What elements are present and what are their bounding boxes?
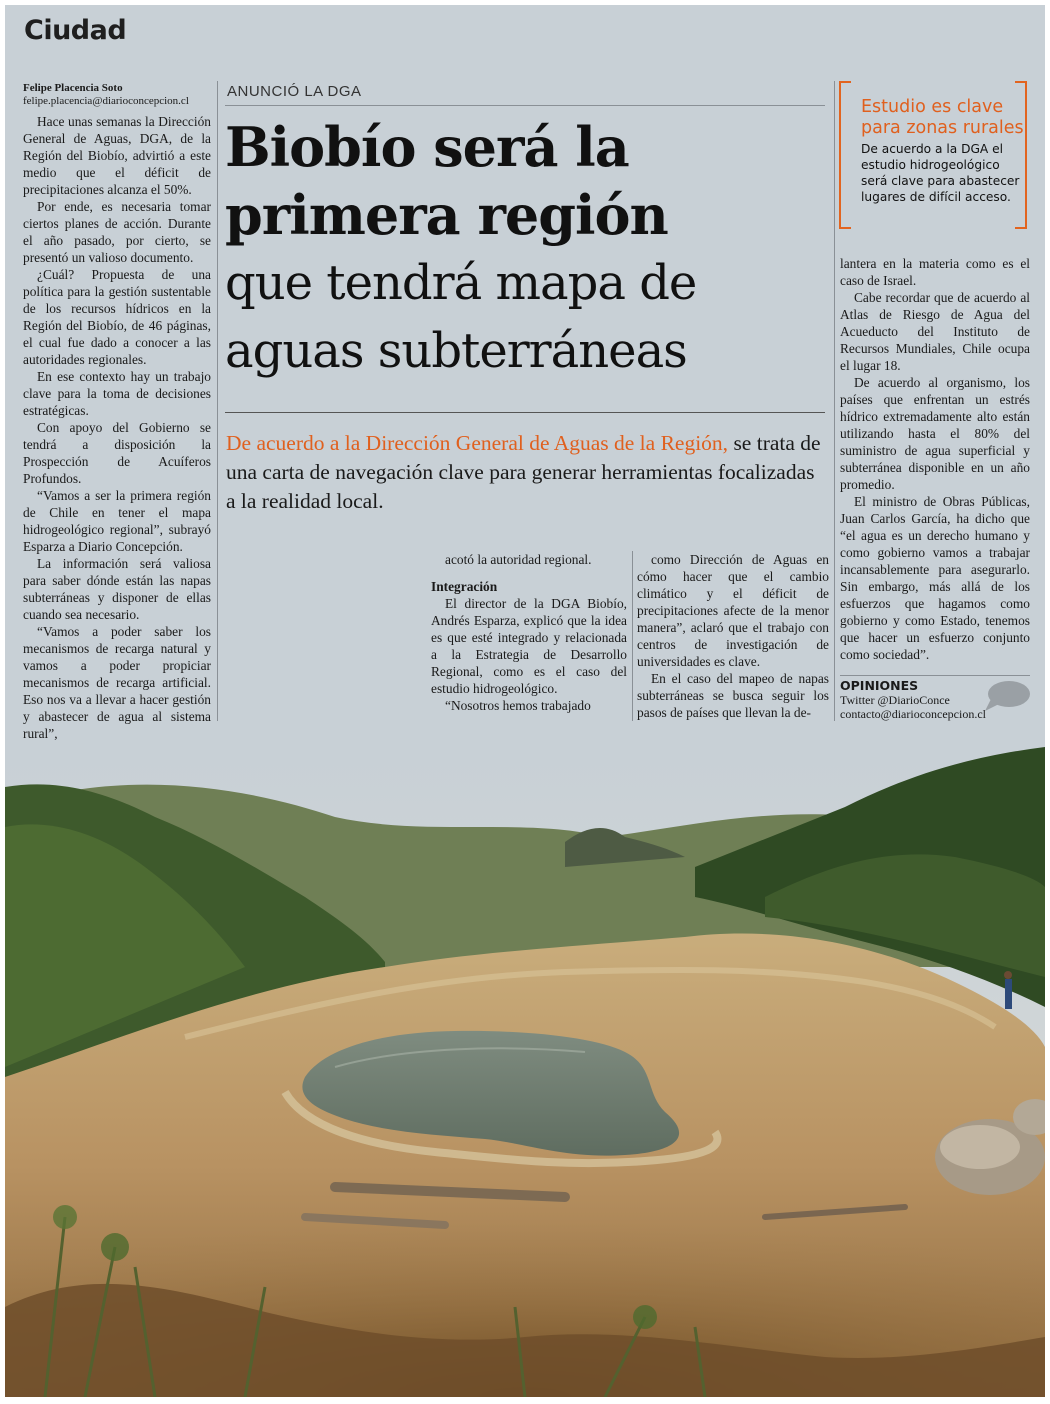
paragraph: La información será valiosa para saber dónde están las napas subterráneas y disponer de ellas cuando sea necesario. xyxy=(23,556,211,622)
opinions-label: OPINIONES xyxy=(840,678,919,693)
deck xyxy=(226,429,826,516)
headline-line-4: aguas subterráneas xyxy=(225,323,687,379)
opinions-email[interactable]: contacto@diarioconcepcion.cl xyxy=(840,707,986,721)
column-divider xyxy=(217,81,218,721)
paragraph: De acuerdo al organismo, los países que enfrentan un estrés hídrico extremadamente alto están utilizando hasta el 80% del suministro de agua superficial y subterránea disponible en un año promedio. xyxy=(840,375,1030,492)
deck-rule xyxy=(225,412,825,413)
author-email[interactable]: felipe.placencia@diarioconcepcion.cl xyxy=(23,95,189,107)
bracket-left xyxy=(839,81,851,229)
deck-accent: De acuerdo a la Dirección General de Aguas de la Región, xyxy=(226,431,729,455)
newspaper-page xyxy=(5,5,1045,1397)
paragraph: Cabe recordar que de acuerdo al Atlas de Riesgo de Agua del Acueducto del Instituto de Recursos Mundiales, Chile ocupa el lugar 18. xyxy=(840,290,1030,373)
speech-bubble-icon xyxy=(983,679,1031,713)
paragraph: En el caso del mapeo de napas subterráneas se busca seguir los pasos de países que llevan la de- xyxy=(637,671,829,720)
headline xyxy=(225,113,825,385)
headline-line-2: primera región xyxy=(225,183,668,247)
paragraph: como Dirección de Aguas en cómo hacer que el cambio climático y el déficit de precipitaciones afecte de la menor manera”, aclaró que el trabajo con centros de investigación de universidades es clave. xyxy=(637,552,829,669)
paragraph: ¿Cuál? Propuesta de una política para la gestión sustentable de los recursos hídricos en la Región del Biobío, de 46 páginas, el cual fue dado a conocer a las autoridades regionales. xyxy=(23,267,211,367)
sidebar-box xyxy=(839,81,1027,225)
deck-text: se trata de una carta de navegación clave para generar herramientas focalizadas a la realidad local. xyxy=(226,431,821,513)
paragraph: Hace unas semanas la Dirección General de Aguas, DGA, de la Región del Biobío, advirtió a este medio que el déficit de precipitaciones alcanza el 50%. xyxy=(23,114,211,197)
author-name: Felipe Placencia Soto xyxy=(23,82,123,94)
paragraph: lantera en la materia como es el caso de Israel. xyxy=(840,256,1030,288)
paragraph: Con apoyo del Gobierno se tendrá a disposición la Prospección de Acuíferos Profundos. xyxy=(23,420,211,486)
sidebar-title: Estudio es clave para zonas rurales xyxy=(861,97,1024,138)
subhead: Integración xyxy=(431,579,498,594)
paragraph: El director de la DGA Biobío, Andrés Esparza, explicó que la idea es que esté integrado y relacionada a la Estrategia de Desarrollo Regional, como es el caso del estudio hidrogeológico. xyxy=(431,596,627,696)
paragraph: “Vamos a poder saber los mecanismos de recarga natural y vamos a poder propiciar mecanismos de recarga artificial. Eso nos va a llevar a hacer gestión y abastecer de agua al sistema rural”, xyxy=(23,624,211,741)
sidebar-text: De acuerdo a la DGA el estudio hidrogeológico será clave para abastecer lugares de difícil acceso. xyxy=(861,142,1020,204)
headline-line-3: que tendrá mapa de xyxy=(225,255,697,311)
section-title: Ciudad xyxy=(24,15,127,46)
headline-line-1: Biobío será la xyxy=(225,115,629,179)
byline xyxy=(23,82,213,108)
kicker: ANUNCIÓ LA DGA xyxy=(227,83,362,100)
opinions-twitter[interactable]: Twitter @DiarioConce xyxy=(840,693,950,707)
column-divider xyxy=(834,81,835,721)
paragraph: “Vamos a ser la primera región de Chile en tener el mapa hidrogeológico regional”, subrayó Esparza a Diario Concepción. xyxy=(23,488,211,554)
paragraph: El ministro de Obras Públicas, Juan Carlos García, ha dicho que “el agua es un derecho humano y como gobierno vamos a trabajar incansablemente para asegurarlo. Sin embargo, más allá de los esfuerzos que hagamos como gobierno y como Estado, tenemos que hacer un esfuerzo conjunto como sociedad”. xyxy=(840,494,1030,662)
column-2 xyxy=(431,551,627,714)
kicker-rule xyxy=(225,105,825,106)
reservoir-photo xyxy=(5,747,1045,1397)
column-3 xyxy=(637,551,829,721)
column-1 xyxy=(23,113,211,742)
paragraph: acotó la autoridad regional. xyxy=(445,552,592,567)
column-4 xyxy=(840,255,1030,663)
paragraph: Por ende, es necesaria tomar ciertos planes de acción. Durante el año pasado, por cierto, se presentó un valioso documento. xyxy=(23,199,211,265)
paragraph: En ese contexto hay un trabajo clave para la toma de decisiones estratégicas. xyxy=(23,369,211,418)
opinions-rule xyxy=(840,675,1030,676)
paragraph: “Nosotros hemos trabajado xyxy=(445,698,591,713)
column-divider xyxy=(632,551,633,721)
